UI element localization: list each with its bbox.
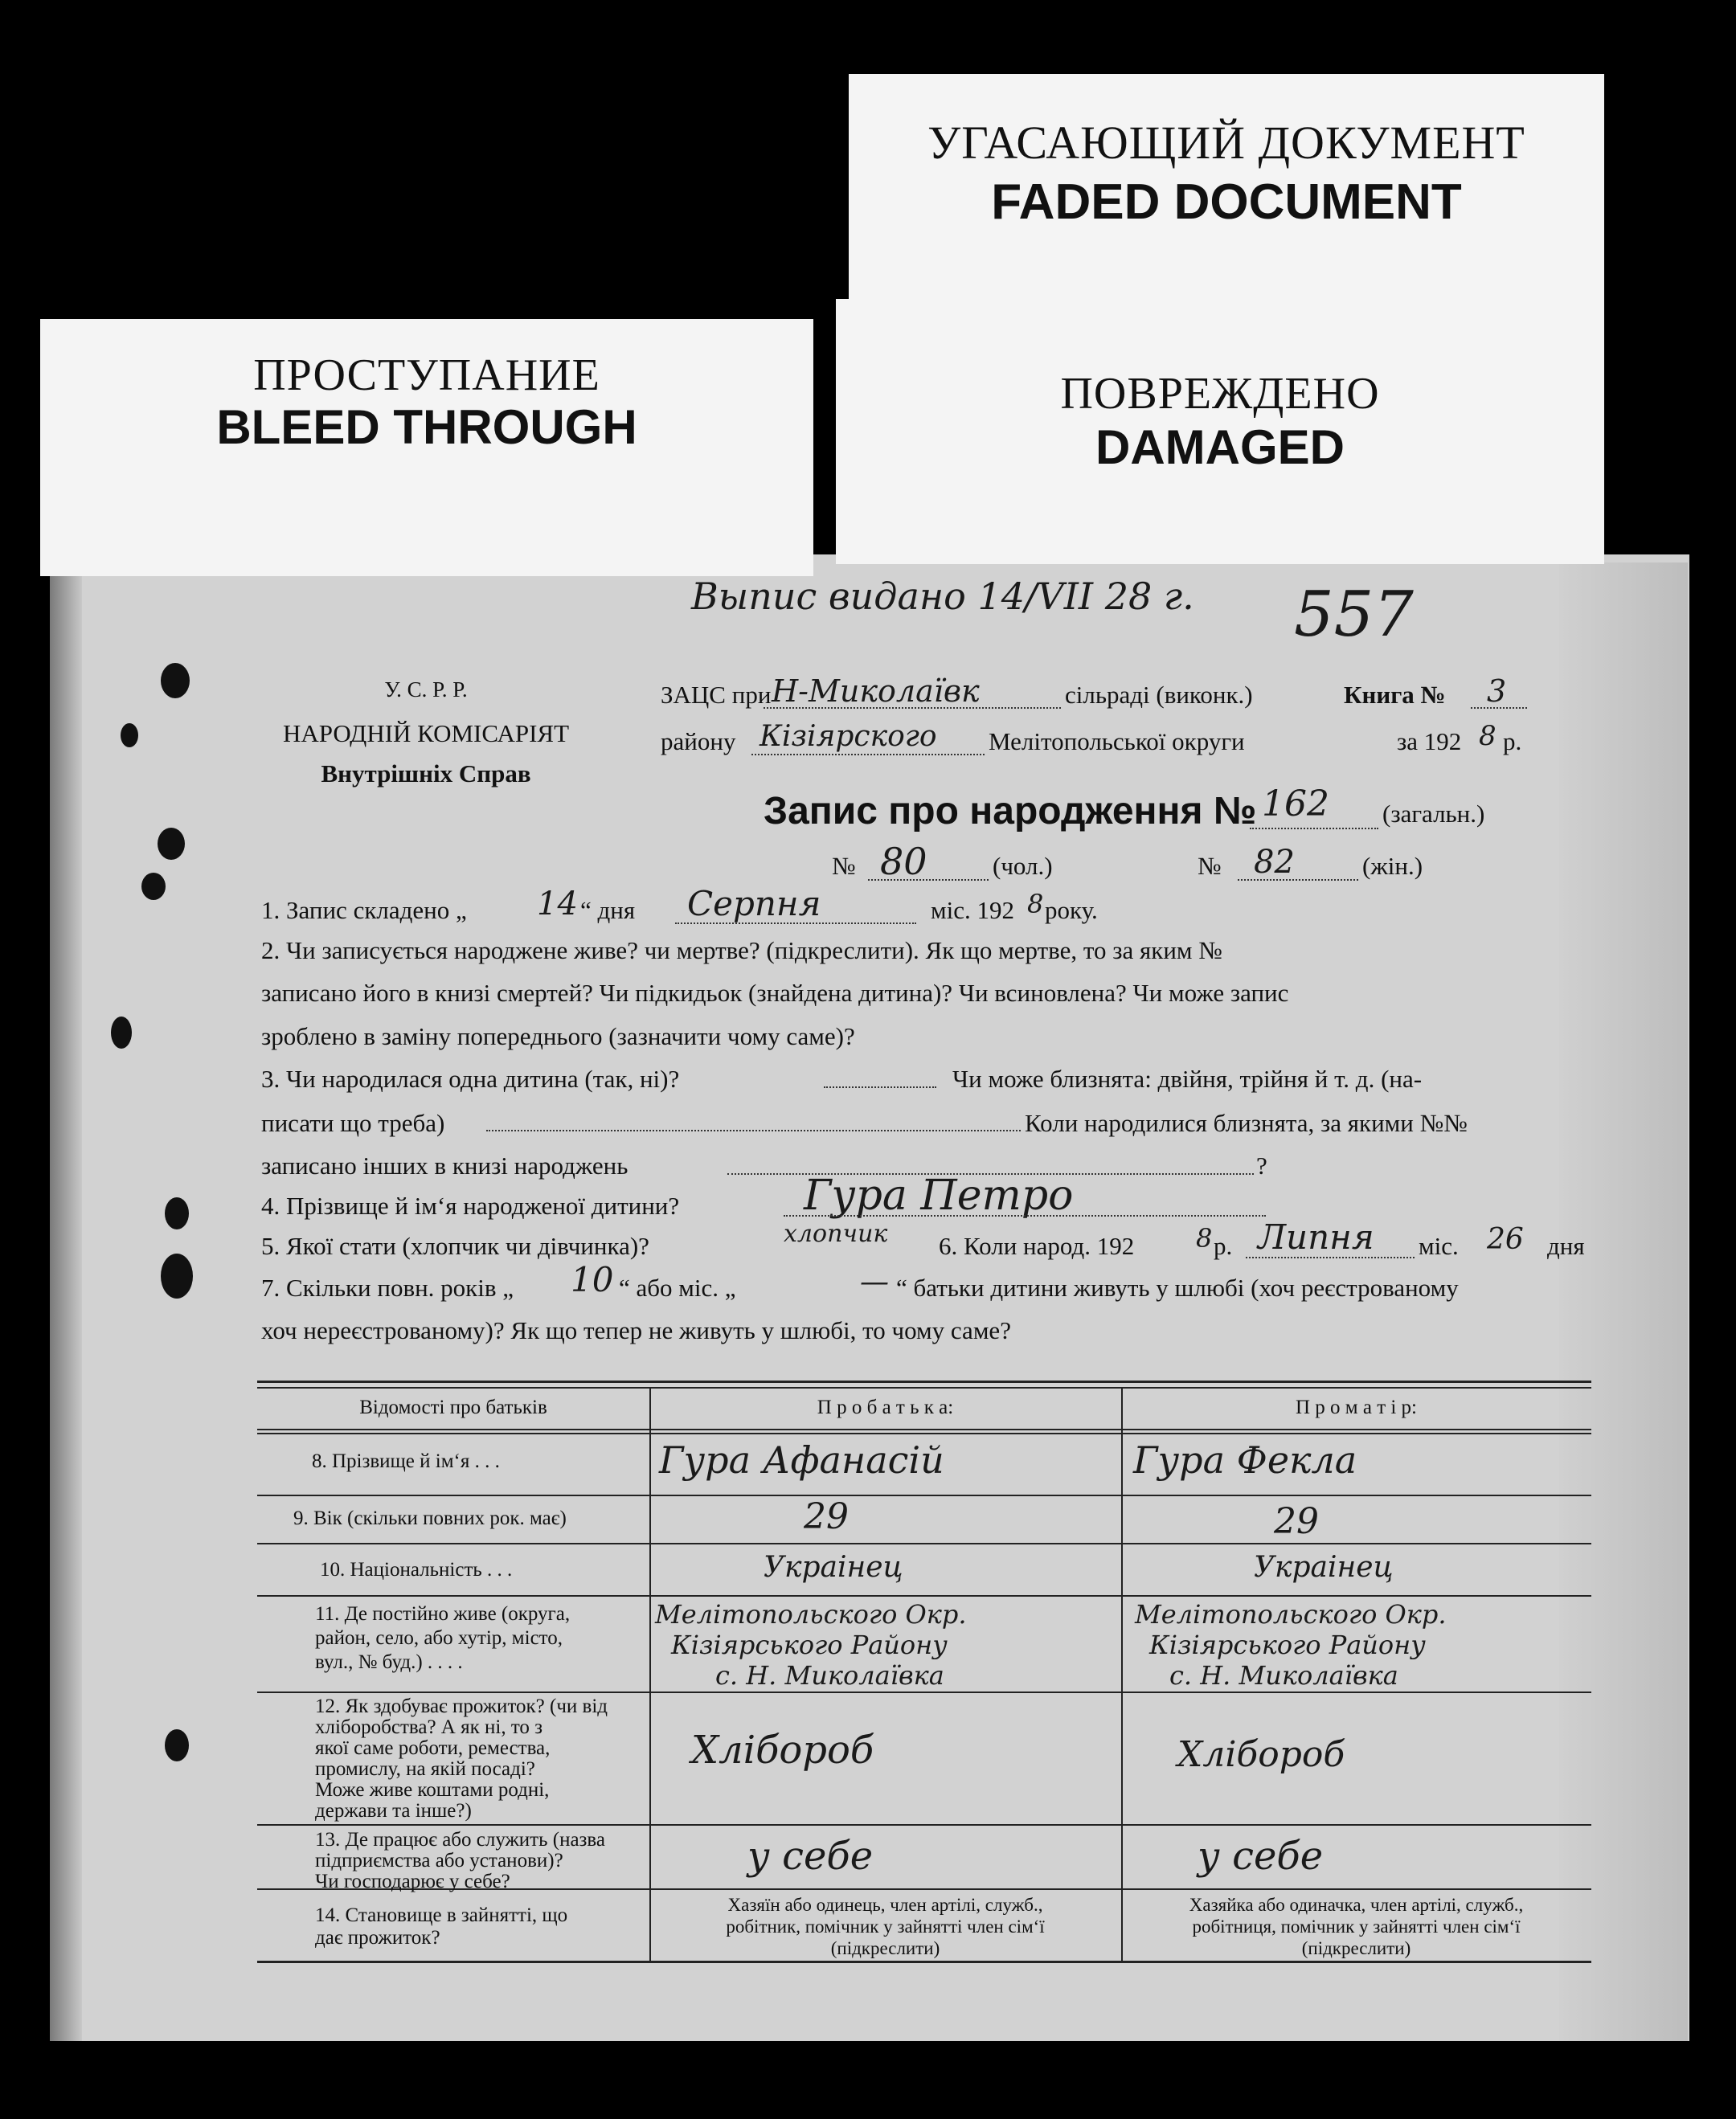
female-number-line bbox=[1238, 879, 1358, 881]
column-divider bbox=[1121, 1389, 1123, 1961]
binding-hole bbox=[158, 828, 185, 860]
row11-father-3: с. Н. Миколаївка bbox=[715, 1660, 944, 1691]
row8-mother: Гура Фекла bbox=[1133, 1438, 1357, 1482]
q6-year-suffix: р. bbox=[1214, 1232, 1233, 1260]
q3-line2a: писати що треба) bbox=[261, 1109, 445, 1137]
q6-day: 26 bbox=[1487, 1223, 1524, 1256]
record-number-suffix: (загальн.) bbox=[1382, 800, 1485, 828]
row13-label-2: підприємства або установи)? bbox=[315, 1850, 563, 1872]
row14-label-1: 14. Становище в зайнятті, що bbox=[315, 1904, 568, 1926]
flag-text-en: BLEED THROUGH bbox=[216, 400, 637, 454]
header-ussr: У. С. Р. Р. bbox=[384, 677, 468, 702]
q6-month-line bbox=[1246, 1257, 1415, 1258]
q3-line1b: Чи може близнята: двійня, трійня й т. д. (на- bbox=[952, 1065, 1423, 1093]
header-parents-info: Відомості про батьків bbox=[359, 1397, 547, 1418]
row11-father-2: Кізіярського Району bbox=[671, 1630, 948, 1660]
q6-month: Липня bbox=[1258, 1217, 1374, 1257]
q4-child-name: Гура Петро bbox=[804, 1172, 1074, 1220]
year-suffix: р. bbox=[1503, 727, 1522, 755]
row8-father: Гура Афанасій bbox=[659, 1438, 944, 1482]
book-value: 3 bbox=[1487, 673, 1507, 709]
row9-label: 9. Вік (скільки повних рок. має) bbox=[293, 1507, 567, 1529]
q3-line1a: 3. Чи народилася одна дитина (так, ні)? bbox=[261, 1065, 680, 1093]
q2-line1: 2. Чи записується народжене живе? чи мертве? (підкреслити). Як що мертве, то за яким № bbox=[261, 936, 1222, 964]
q3-line1-fill bbox=[824, 1086, 936, 1088]
q7-months-label: “ або міс. „ bbox=[619, 1274, 736, 1302]
row14-mother-2: робітниця, помічник у зайнятті член сім‘ї bbox=[1192, 1917, 1521, 1937]
binding-hole bbox=[161, 1254, 193, 1299]
row9-mother: 29 bbox=[1274, 1501, 1319, 1542]
row9-father: 29 bbox=[804, 1496, 849, 1537]
record-title: Запис про народження № bbox=[764, 790, 1257, 832]
district-label: району bbox=[661, 727, 736, 755]
q6-year: 8 bbox=[1196, 1223, 1213, 1254]
q7-label: 7. Скільки повн. років „ bbox=[261, 1274, 514, 1302]
row13-label-3: Чи господарює у себе? bbox=[315, 1871, 510, 1892]
row14-father-2: робітник, помічник у зайнятті член сім‘ї bbox=[726, 1917, 1045, 1937]
row14-father-3: (підкреслити) bbox=[830, 1938, 940, 1958]
q3-line3-q: ? bbox=[1256, 1152, 1267, 1180]
q1-month-line bbox=[675, 922, 916, 924]
flag-text-ru: УГАСАЮЩИЙ ДОКУМЕНТ bbox=[927, 117, 1525, 169]
q1-day: 14 bbox=[537, 886, 578, 922]
row11-label-1: 11. Де постійно живе (округа, bbox=[315, 1603, 571, 1625]
q7-label-cont: “ батьки дитини живуть у шлюбі (хоч реєстрованому bbox=[896, 1274, 1459, 1302]
row11-label-3: вул., № буд.) . . . . bbox=[315, 1651, 463, 1673]
q2-line3: зроблено в заміну попереднього (зазначити чому саме)? bbox=[261, 1022, 855, 1050]
row12-mother: Хлібороб bbox=[1177, 1734, 1345, 1775]
flag-text-en: FADED DOCUMENT bbox=[991, 174, 1462, 230]
q1-year: 8 bbox=[1027, 889, 1044, 919]
book-fill-line bbox=[1471, 707, 1527, 709]
flag-text-ru: ПРОСТУПАНИЕ bbox=[253, 350, 600, 400]
faded-document-flag bbox=[849, 74, 1604, 315]
table-header-rule-2 bbox=[257, 1433, 1591, 1434]
binding-hole bbox=[161, 663, 190, 698]
row11-mother-1: Мелітопольского Окр. bbox=[1135, 1599, 1447, 1630]
zacs-value: Н-Миколаївк bbox=[772, 673, 980, 709]
q1-day-suffix: “ дня bbox=[580, 896, 636, 924]
q3-line3: записано інших в книзі народжень bbox=[261, 1152, 628, 1180]
damaged-flag bbox=[836, 299, 1604, 564]
record-number-line bbox=[1250, 828, 1378, 829]
flag-text-ru: ПОВРЕЖДЕНО bbox=[1060, 369, 1380, 419]
zacs-suffix: сільраді (виконк.) bbox=[1065, 681, 1253, 709]
binding-hole bbox=[121, 723, 138, 747]
q4-label: 4. Прізвище й ім‘я народженої дитини? bbox=[261, 1192, 680, 1220]
male-number-line bbox=[868, 879, 989, 881]
q2-line2: записано його в книзі смертей? Чи підкидьок (знайдена дитина)? Чи всиновлена? Чи може запис bbox=[261, 979, 1289, 1007]
column-divider bbox=[649, 1389, 651, 1961]
male-number-label: (чол.) bbox=[993, 852, 1053, 880]
q7-years: 10 bbox=[571, 1260, 614, 1299]
issue-note: Выпис видано 14/VII 28 г. bbox=[691, 575, 1194, 618]
flag-text-en: DAMAGED bbox=[1095, 420, 1345, 474]
binding-hole bbox=[165, 1729, 189, 1761]
q5-label: 5. Якої стати (хлопчик чи дівчинка)? bbox=[261, 1232, 649, 1260]
district-value: Кізіярского bbox=[760, 720, 937, 753]
table-top-rule bbox=[257, 1381, 1591, 1383]
row12-label-3: якої саме роботи, ремества, bbox=[315, 1737, 551, 1759]
page-binding-shade bbox=[50, 554, 82, 2041]
row14-mother-1: Хазяйка або одиначка, член артілі, служб., bbox=[1189, 1895, 1524, 1915]
row-rule bbox=[257, 1495, 1591, 1496]
header-commissariat: НАРОДНІЙ КОМІСАРІЯТ bbox=[282, 719, 570, 747]
row11-label-2: район, село, або хутір, місто, bbox=[315, 1627, 563, 1649]
row14-father-1: Хазяїн або одинець, член артілі, служб., bbox=[727, 1895, 1043, 1915]
header-internal-affairs: Внутрішніх Справ bbox=[321, 759, 531, 787]
q5-sex: хлопчик bbox=[784, 1220, 888, 1248]
q6-month-suffix: міс. bbox=[1419, 1232, 1459, 1260]
q6-day-suffix: дня bbox=[1547, 1232, 1585, 1260]
bleed-through-flag bbox=[40, 319, 813, 576]
q1-month: Серпня bbox=[687, 884, 821, 923]
q3-line2b: Коли народилися близнята, за якими №№ bbox=[1025, 1109, 1468, 1137]
q4-fill-line bbox=[784, 1215, 1266, 1217]
header-father: П р о б а т ь к а: bbox=[817, 1397, 954, 1418]
row-rule bbox=[257, 1824, 1591, 1826]
q1-label: 1. Запис складено „ bbox=[261, 896, 467, 924]
row12-label-2: хліборобства? А як ні, то з bbox=[315, 1716, 543, 1738]
q7-months: — bbox=[860, 1266, 889, 1299]
male-number: 80 bbox=[880, 840, 927, 883]
q6-label: 6. Коли народ. 192 bbox=[939, 1232, 1135, 1260]
binding-hole bbox=[141, 873, 166, 900]
row13-mother: у себе bbox=[1198, 1834, 1324, 1879]
header-mother: П р о м а т і р: bbox=[1295, 1397, 1418, 1418]
row10-mother: Украінец bbox=[1254, 1551, 1394, 1584]
q1-month-suffix: міс. 192 bbox=[931, 896, 1014, 924]
table-header-rule bbox=[257, 1429, 1591, 1430]
year-label: за 192 bbox=[1397, 727, 1462, 755]
table-top-rule-2 bbox=[257, 1387, 1591, 1389]
q1-year-suffix: року. bbox=[1045, 896, 1098, 924]
table-bottom-rule bbox=[257, 1961, 1591, 1963]
book-label: Книга № bbox=[1344, 681, 1446, 709]
row12-father: Хлібороб bbox=[691, 1728, 874, 1773]
q3-line2-fill bbox=[486, 1130, 1021, 1131]
row-rule bbox=[257, 1692, 1591, 1693]
page-edge bbox=[1559, 562, 1688, 2041]
zacs-fill-line bbox=[764, 707, 1061, 709]
female-number: 82 bbox=[1254, 844, 1295, 881]
q7-line2: хоч нереєстрованому)? Як що тепер не живуть у шлюбі, то чому саме? bbox=[261, 1316, 1011, 1344]
zacs-label: ЗАЦС при bbox=[661, 681, 772, 709]
row12-label-1: 12. Як здобуває прожиток? (чи від bbox=[315, 1696, 608, 1717]
row13-label-1: 13. Де працює або служить (назва bbox=[315, 1829, 605, 1851]
row-rule bbox=[257, 1543, 1591, 1544]
binding-hole bbox=[111, 1017, 132, 1049]
district-fill-line bbox=[751, 754, 985, 755]
row10-father: Украінец bbox=[764, 1551, 903, 1584]
female-number-prefix: № bbox=[1198, 852, 1222, 880]
row14-mother-3: (підкреслити) bbox=[1301, 1938, 1411, 1958]
row11-father-1: Мелітопольского Окр. bbox=[655, 1599, 967, 1630]
archive-number: 557 bbox=[1294, 579, 1414, 651]
row10-label: 10. Національність . . . bbox=[320, 1559, 513, 1581]
row8-label: 8. Прізвище й ім‘я . . . bbox=[312, 1450, 500, 1472]
female-number-label: (жін.) bbox=[1362, 852, 1423, 880]
year-value: 8 bbox=[1479, 720, 1496, 752]
male-number-prefix: № bbox=[832, 852, 856, 880]
okrug-label: Мелітопольської округи bbox=[989, 727, 1245, 755]
row13-father: у себе bbox=[747, 1834, 874, 1879]
row12-label-5: Може живе коштами родні, bbox=[315, 1779, 550, 1801]
row14-label-2: дає прожиток? bbox=[315, 1927, 440, 1949]
record-number: 162 bbox=[1262, 783, 1329, 824]
binding-hole bbox=[165, 1197, 189, 1229]
row-rule bbox=[257, 1595, 1591, 1597]
row11-mother-3: с. Н. Миколаївка bbox=[1169, 1660, 1398, 1691]
row12-label-4: промислу, на якій посаді? bbox=[315, 1758, 535, 1780]
row11-mother-2: Кізіярського Району bbox=[1149, 1630, 1426, 1660]
row12-label-6: держави та інше?) bbox=[315, 1800, 472, 1822]
